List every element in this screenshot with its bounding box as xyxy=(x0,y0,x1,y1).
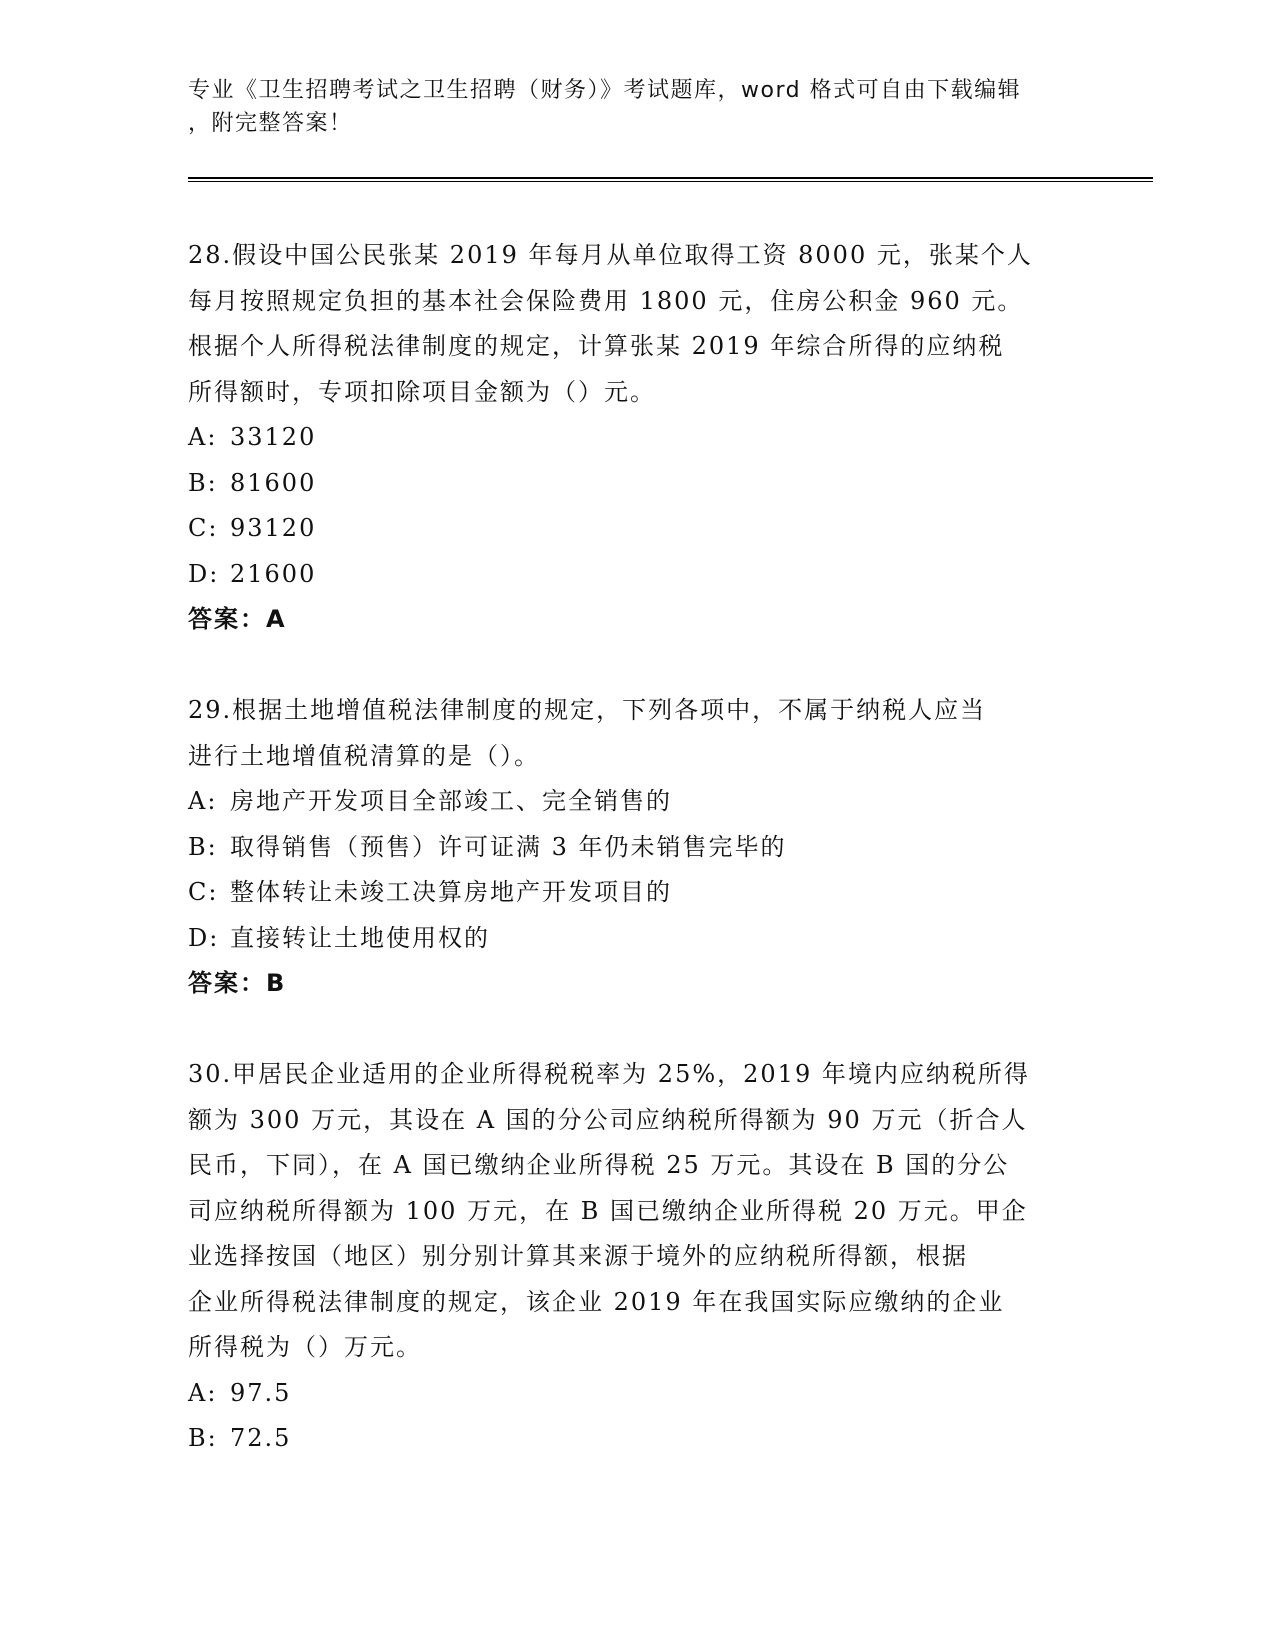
question-line: 28.假设中国公民张某 2019 年每月从单位取得工资 8000 元，张某个人 xyxy=(188,241,1033,269)
option-d xyxy=(188,552,1068,598)
option-letter: C: xyxy=(188,878,219,906)
header-divider-thin xyxy=(188,181,1153,182)
option-text: 72.5 xyxy=(230,1424,292,1452)
question-text xyxy=(188,233,1068,415)
question-line: 所得额时，专项扣除项目金额为（）元。 xyxy=(188,377,656,406)
option-letter: B: xyxy=(188,468,218,497)
answer-line: 答案：B xyxy=(188,969,287,997)
option-a xyxy=(188,1371,1068,1417)
answer-line: 答案：A xyxy=(188,605,287,633)
question-text xyxy=(188,1052,1068,1371)
option-letter: D: xyxy=(188,559,220,588)
option-b xyxy=(188,825,1068,871)
header-line-2: ，附完整答案！ xyxy=(188,111,353,136)
header-line-1: 专业《卫生招聘考试之卫生招聘（财务）》考试题库，word 格式可自由下载编辑 xyxy=(188,78,1022,103)
option-text: 21600 xyxy=(230,559,317,588)
question-30 xyxy=(188,1052,1068,1462)
question-line: 企业所得税法律制度的规定，该企业 2019 年在我国实际应缴纳的企业 xyxy=(188,1287,1005,1316)
option-a xyxy=(188,415,1068,461)
question-line: 30.甲居民企业适用的企业所得税税率为 25%，2019 年境内应纳税所得 xyxy=(188,1060,1030,1088)
question-line: 司应纳税所得额为 100 万元，在 B 国已缴纳企业所得税 20 万元。甲企 xyxy=(188,1196,1028,1225)
page-header xyxy=(188,74,1088,140)
question-line: 29.根据土地增值税法律制度的规定，下列各项中，不属于纳税人应当 xyxy=(188,696,987,724)
option-c xyxy=(188,506,1068,552)
option-text: 97.5 xyxy=(230,1378,292,1407)
option-letter: B: xyxy=(188,1424,218,1452)
option-c xyxy=(188,870,1068,916)
header-divider-thick xyxy=(188,177,1153,179)
question-line: 所得税为（）万元。 xyxy=(188,1333,422,1361)
question-line: 根据个人所得税法律制度的规定，计算张某 2019 年综合所得的应纳税 xyxy=(188,332,1005,360)
option-text: 取得销售（预售）许可证满 3 年仍未销售完毕的 xyxy=(230,832,787,861)
option-b xyxy=(188,461,1068,507)
option-text: 整体转让未竣工决算房地产开发项目的 xyxy=(230,878,672,906)
question-line: 额为 300 万元，其设在 A 国的分公司应纳税所得额为 90 万元（折合人 xyxy=(188,1105,1028,1134)
option-text: 93120 xyxy=(230,514,317,542)
option-a xyxy=(188,779,1068,825)
option-text: 33120 xyxy=(230,423,317,451)
option-letter: A: xyxy=(188,423,218,451)
option-letter: A: xyxy=(188,1378,218,1407)
option-letter: C: xyxy=(188,514,219,542)
option-d xyxy=(188,916,1068,962)
question-29 xyxy=(188,688,1068,1007)
question-line: 民币，下同），在 A 国已缴纳企业所得税 25 万元。其设在 B 国的分公 xyxy=(188,1151,1010,1179)
option-letter: D: xyxy=(188,923,220,952)
question-28 xyxy=(188,233,1068,643)
option-letter: B: xyxy=(188,832,218,861)
question-line: 进行土地增值税清算的是（）。 xyxy=(188,741,540,770)
option-text: 81600 xyxy=(230,468,317,497)
option-b xyxy=(188,1416,1068,1462)
option-text: 房地产开发项目全部竣工、完全销售的 xyxy=(230,787,672,815)
question-line: 业选择按国（地区）别分别计算其来源于境外的应纳税所得额，根据 xyxy=(188,1242,968,1270)
question-text xyxy=(188,688,1068,779)
option-text: 直接转让土地使用权的 xyxy=(230,923,490,952)
option-letter: A: xyxy=(188,787,218,815)
question-line: 每月按照规定负担的基本社会保险费用 1800 元，住房公积金 960 元。 xyxy=(188,286,1024,315)
